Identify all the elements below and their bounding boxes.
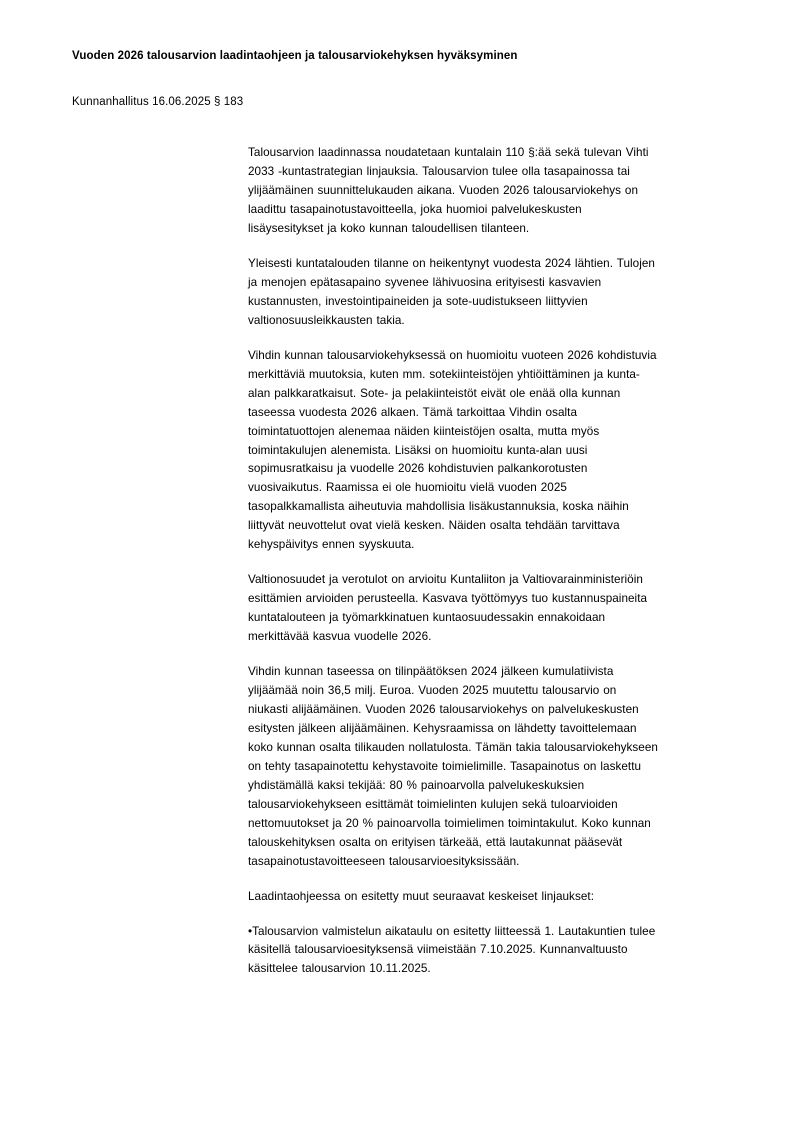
document-body bbox=[248, 144, 660, 979]
paragraph: Valtionosuudet ja verotulot on arvioitu Kuntaliiton ja Valtiovarainministeriöin esittämien arvioiden perusteella. Kasvava työttömyys tuo kustannuspaineita kuntatalouteen ja työmarkkinatuen kuntaosuudessakin ennakoidaan merkittävää kasvua vuodelle 2026. bbox=[248, 573, 648, 644]
meeting-reference: Kunnanhallitus 16.06.2025 § 183 bbox=[72, 96, 244, 109]
paragraph: Laadintaohjeessa on esitetty muut seuraavat keskeiset linjaukset: bbox=[248, 889, 594, 903]
page-title: Vuoden 2026 talousarvion laadintaohjeen ja talousarviokehyksen hyväksyminen bbox=[72, 50, 518, 62]
paragraph: Yleisesti kuntatalouden tilanne on heikentynyt vuodesta 2024 lähtien. Tulojen ja menojen epätasapaino syvenee lähivuosina erityisesti kasvavien kustannusten, investointipaineiden ja sote-uudistukseen liittyvien valtionosuusleikkausten takia. bbox=[248, 256, 655, 327]
paragraph: Vihdin kunnan taseessa on tilinpäätöksen 2024 jälkeen kumulatiivista ylijäämää noin 36,5 milj. Euroa. Vuoden 2025 muutettu talousarvio on niukasti alijäämäinen. Vuoden 2026 talousarviokehys on palvelukeskusten esitysten jälkeen alijäämäinen. Kehysraamissa on lähdetty tavoittelemaan koko kunnan osalta tilikauden nollatulosta. Tämän takia talousarviokehykseen on tehty tasapainotettu kehystavoite toimielimille. Tasapainotus on laskettu yhdistämällä kaksi tekijää: 80 % painoarvolla palvelukeskuksien talousarviokehykseen esittämät toimielinten kulujen sekä tuloarvioiden nettomuutokset ja 20 % painoarvolla toimielimen toimintakulut. Koko kunnan talouskehityksen osalta on erityisen tärkeää, että lautakunnat pääsevät tasapainotustavoitteeseen talousarvioesityksissään. bbox=[248, 665, 658, 868]
bullet-item: •Talousarvion valmistelun aikataulu on esitetty liitteessä 1. Lautakuntien tulee käsitellä talousarvioesityksensä viimeistään 7.10.2025. Kunnanvaltuusto käsittelee talousarvion 10.11.2025. bbox=[248, 924, 656, 976]
paragraph: Talousarvion laadinnassa noudatetaan kuntalain 110 §:ää sekä tulevan Vihti 2033 -kuntastrategian linjauksia. Talousarvion tulee olla tasapainossa tai ylijäämäinen suunnittelukauden aikana. Vuoden 2026 talousarviokehys on laadittu tasapainotustavoitteella, joka huomioi palvelukeskusten lisäysesitykset ja koko kunnan taloudellisen tilanteen. bbox=[248, 146, 649, 235]
paragraph: Vihdin kunnan talousarviokehyksessä on huomioitu vuoteen 2026 kohdistuvia merkittäviä muutoksia, kuten mm. sotekiinteistöjen yhtiöittäminen ja kunta-alan palkkaratkaisut. Sote- ja pelakiinteistöt eivät ole enää olla kunnan taseessa vuodesta 2026 alkaen. Tämä tarkoittaa Vihdin osalta toimintatuottojen alenemaa näiden kiinteistöjen osalta, mutta myös toimintakulujen alenemista. Lisäksi on huomioitu kunta-alan uusi sopimusratkaisu ja vuodelle 2026 kohdistuvien palkankorotusten vuosivaikutus. Raamissa ei ole huomioitu vielä vuoden 2025 tasopalkkamallista aiheutuvia mahdollisia lisäkustannuksia, koska näihin liittyvät neuvottelut ovat vielä kesken. Näiden osalta tehdään tarvittava kehyspäivitys ennen syyskuuta. bbox=[248, 348, 657, 552]
